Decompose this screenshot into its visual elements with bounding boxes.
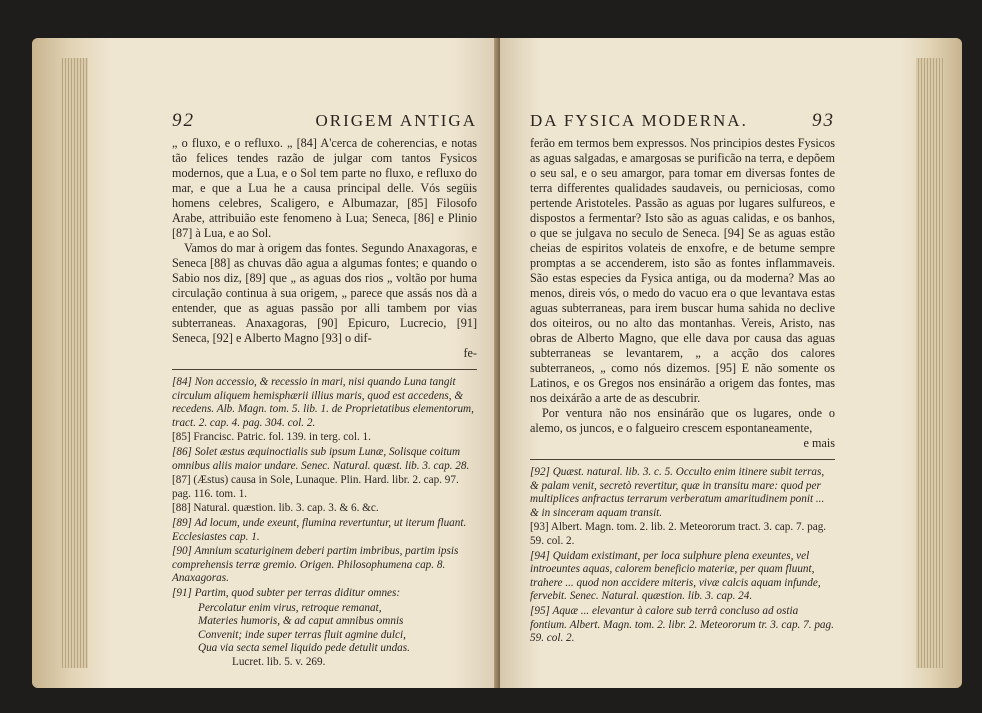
right-page: [500, 38, 962, 688]
left-page-content: [172, 110, 477, 670]
footnote-91-verse: [172, 602, 477, 670]
footnote-90: [90] Amnium scaturiginem deberi partim imbribus, partim ipsis comprehensis terræ gremio. Origen. Philosophumena cap. 8. Anaxagoras.: [172, 545, 459, 585]
footnote-89: [89] Ad locum, unde exeunt, flumina revertuntur, ut iterum fluant. Ecclesiastes cap. 1.: [172, 516, 467, 543]
open-book: [32, 38, 962, 688]
footnote-94: [94] Quidam existimant, per loca sulphure plena exeuntes, vel introeuntes aquas, calorem beneficio materiæ, per quam fluunt, trahere ... quod non accidere miteris, vivæ calcis aquam infunde, fervebit. Senec. Natural. quæstion. lib. 3. cap. 24.: [530, 549, 821, 603]
right-page-number: 93: [812, 110, 835, 131]
footnote-88: [88] Natural. quæstion. lib. 3. cap. 3. & 6. &c.: [172, 502, 379, 515]
footnote-95: [95] Aquæ ... elevantur à calore sub terrâ concluso ad ostia fontium. Albert. Magn. tom. 2. libr. 2. Meteororum tr. 3. cap. 7. pag. 59. col. 2.: [530, 604, 834, 645]
right-footnote-rule: [530, 459, 835, 460]
footnote-86: [86] Solet æstus æquinoctialis sub ipsum Lunæ, Solisque coitum omnibus aliis maior undare. Senec. Natural. quæst. lib. 3. cap. 28.: [172, 445, 470, 472]
left-running-head: ORIGEM ANTIGA: [315, 111, 477, 130]
footnote-84: [84] Non accessio, & recessio in mari, nisi quando Luna tangit circulum aliquem hemisphærii illius maris, quod est accedens, & recedens. Alb. Magn. tom. 5. lib. 1. de Proprietatibus elementorum, tract. 2. cap. 4. pag. 304. col. 2.: [172, 376, 474, 429]
left-paragraph-1: „ o fluxo, e o refluxo. „ [84] A'cerca de coherencias, e notas tão felices tendes razão de julgar com tantos Fysicos modernos, que a Lua, e o Sol tem parte no fluxo, e refluxo do mar, e que a Lua he a causa principal delle. Vós següis homens celebres, Scaligero, e Albumazar, [85] Filosofo Arabe, attribuião este fenomeno à Lua; Seneca, [86] e Plinio [87] à Lua, e ao Sol.: [172, 136, 477, 240]
right-page-header: [530, 110, 835, 132]
right-paragraph-2: Por ventura não nos ensinárão que os lugares, onde o alemo, os juncos, e o falgueiro crescem espontaneamente,: [530, 406, 835, 435]
verse-line: Qua via secta semel liquido pede detulit undas.: [198, 642, 410, 655]
footnote-92: [92] Quæst. natural. lib. 3. c. 5. Occulto enim itinere subit terras, & palam venit, secretò revertitur, quæ in transitu mare: quod per multiplices anfractus terrarum verberatum amaritudinem ponit ... & in sinceram aquam transit.: [530, 466, 825, 519]
left-page: [32, 38, 500, 688]
footnote-85: [85] Francisc. Patric. fol. 139. in terg. col. 1.: [172, 431, 371, 444]
right-page-edges: [916, 58, 944, 668]
footnote-93: [93] Albert. Magn. tom. 2. lib. 2. Meteororum tract. 3. cap. 7. pag. 59. col. 2.: [530, 521, 827, 547]
footnote-87: [87] (Æstus) causa in Sole, Lunaque. Plin. Hard. libr. 2. cap. 97. pag. 116. tom. 1.: [172, 474, 459, 500]
right-running-head: DA FYSICA MODERNA.: [530, 111, 748, 130]
left-footnote-rule: [172, 369, 477, 370]
right-paragraph-1: ferão em termos bem expressos. Nos principios destes Fysicos as aguas salgadas, e amargosas se purificão na terra, e depõem o seu sal, e o seu amargor, para tomar em diversas fontes de terra differentes qualidades saudaveis, ou perniciosas, como pertende Aristoteles. Passão as aguas por lugares sulfureos, e dispostos a fermentar? Isto são as aguas calidas, e os banhos, o que se julgava no seculo de Seneca. [94] Se as aguas estão cheias de espiritos volateis de enxofre, e de betume sempre promptas a se accenderem, isto são as fontes inflammaveis. São estas especies da Fysica antiga, ou da moderna? Mas ao menos, direis vós, o medo do vacuo era o que levantava estas aguas subterraneas, para irem buscar huma sahida no declive dos oiteiros, ou no alto das montanhas. Vereis, Aristo, nas obras de Alberto Magno, que elle dava por causa das aguas subterraneas se levantarem, „ a acção dos calores subterraneos, „ como nós dizemos. [95] E não somente os Latinos, e os Gregos nos ensinárão a origem das fontes, mas nos deixárão a arte de as descubrir.: [530, 136, 835, 405]
left-page-edges: [60, 58, 88, 668]
right-catchword: e mais: [803, 436, 835, 450]
left-catchword: fe-: [463, 346, 477, 360]
left-body-text: [172, 136, 477, 361]
left-paragraph-2: Vamos do mar à origem das fontes. Segundo Anaxagoras, e Seneca [88] as chuvas dão agua a algumas fontes; e quando o Sabio nos diz, [89] que „ as aguas dos rios „ voltão por huma circulação continua à sua origem, „ parece que assás nos dà a entender, que as aguas passão por alli tambem por vias subterraneas. Anaxagoras, [90] Epicuro, Lucrecio, [91] Seneca, [92] e Alberto Magno [93] o dif-: [172, 241, 477, 345]
left-footnotes: [172, 376, 477, 669]
left-page-header: [172, 110, 477, 132]
left-page-number: 92: [172, 110, 195, 131]
verse-line: Materies humoris, & ad caput amnibus omnis: [198, 615, 404, 628]
verse-source: Lucret. lib. 5. v. 269.: [232, 655, 326, 668]
right-footnotes: [530, 466, 835, 646]
right-body-text: [530, 136, 835, 451]
verse-line: Percolatur enim virus, retroque remanat,: [198, 601, 382, 614]
verse-line: Convenit; inde super terras fluit agmine dulci,: [198, 628, 406, 641]
right-page-content: [530, 110, 835, 647]
footnote-91: [91] Partim, quod subter per terras diditur omnes:: [172, 586, 401, 599]
